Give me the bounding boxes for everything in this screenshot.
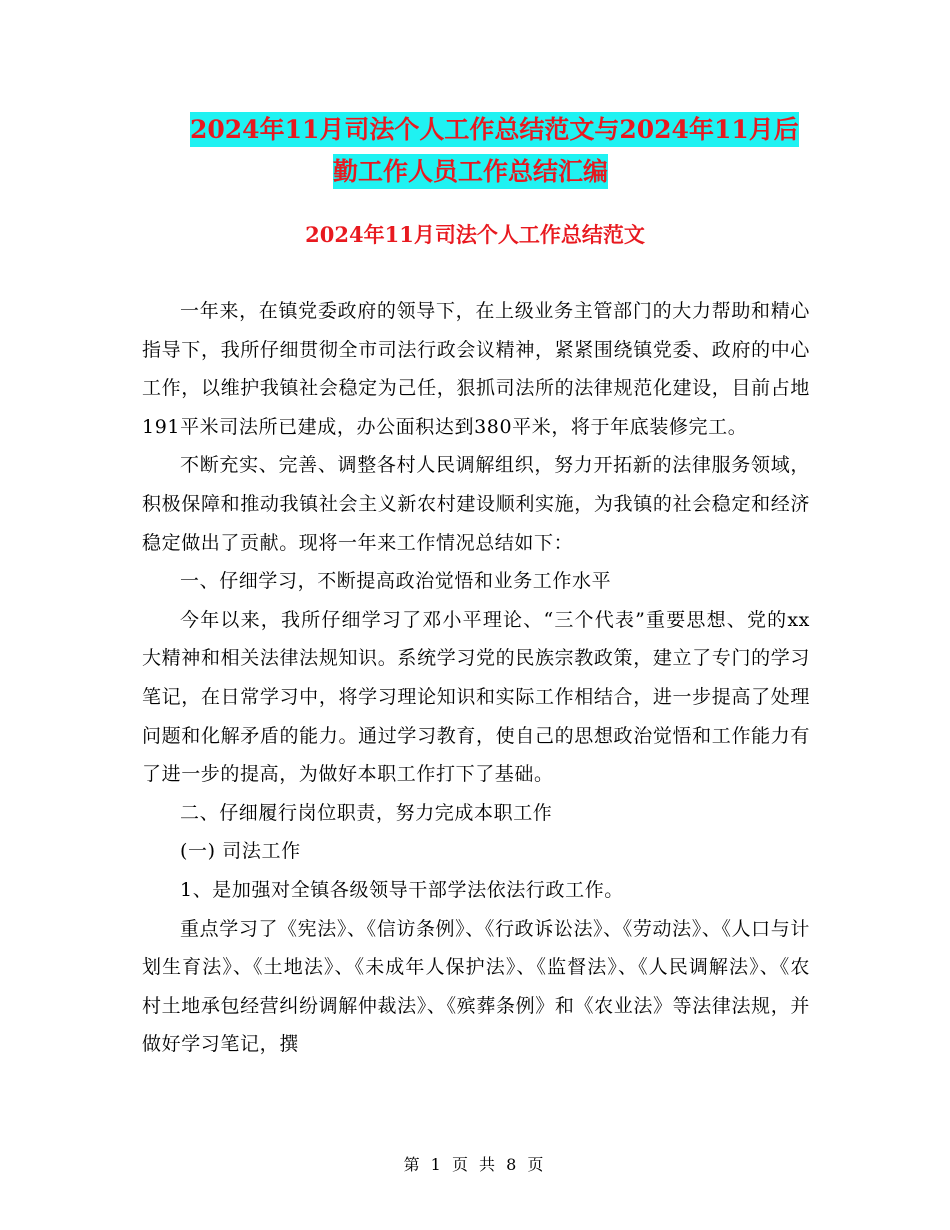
paragraph: 重点学习了《宪法》、《信访条例》、《行政诉讼法》、《劳动法》、《人口与计划生育法》、《土地法》、《未成年人保护法》、《监督法》、《人民调解法》、《农村土地承包经营纠纷调解仲裁法》、《殡葬条例》和《农业法》等法律法规，并做好学习笔记，撰 bbox=[142, 917, 810, 1056]
heading-paragraph: 二、仔细履行岗位职责，努力完成本职工作 bbox=[180, 801, 553, 824]
page-footer: 第 1 页 共 8 页 bbox=[403, 1155, 547, 1174]
paragraph: 一年来，在镇党委政府的领导下，在上级业务主管部门的大力帮助和精心指导下，我所仔细贯彻全市司法行政会议精神，紧紧围绕镇党委、政府的中心工作，以维护我镇社会稳定为己任，狠抓司法所的法律规范化建设，目前占地191平米司法所已建成，办公面积达到380平米，将于年底装修完工。 bbox=[142, 300, 810, 438]
paragraph: 今年以来，我所仔细学习了邓小平理论、“三个代表”重要思想、党的xx大精神和相关法律法规知识。系统学习党的民族宗教政策，建立了专门的学习笔记，在日常学习中，将学习理论知识和实际工作相结合，进一步提高了处理问题和化解矛盾的能力。通过学习教育，使自己的思想政治觉悟和工作能力有了进一步的提高，为做好本职工作打下了基础。 bbox=[142, 608, 810, 786]
paragraph: 不断充实、完善、调整各村人民调解组织，努力开拓新的法律服务领域，积极保障和推动我镇社会主义新农村建设顺利实施，为我镇的社会稳定和经济稳定做出了贡献。现将一年来工作情况总结如下： bbox=[142, 454, 810, 554]
subheading-paragraph: (一) 司法工作 bbox=[180, 840, 301, 863]
paragraph: 1、是加强对全镇各级领导干部学法依法行政工作。 bbox=[180, 878, 624, 901]
heading-paragraph: 一、仔细学习，不断提高政治觉悟和业务工作水平 bbox=[180, 570, 612, 593]
document-body bbox=[142, 292, 810, 1064]
document-title-line-2: 勤工作人员工作总结汇编 bbox=[333, 158, 633, 186]
document-title-line-1: 2024年11月司法个人工作总结范文与2024年11月后 bbox=[190, 116, 810, 144]
section-title: 2024年11月司法个人工作总结范文 bbox=[305, 222, 645, 247]
